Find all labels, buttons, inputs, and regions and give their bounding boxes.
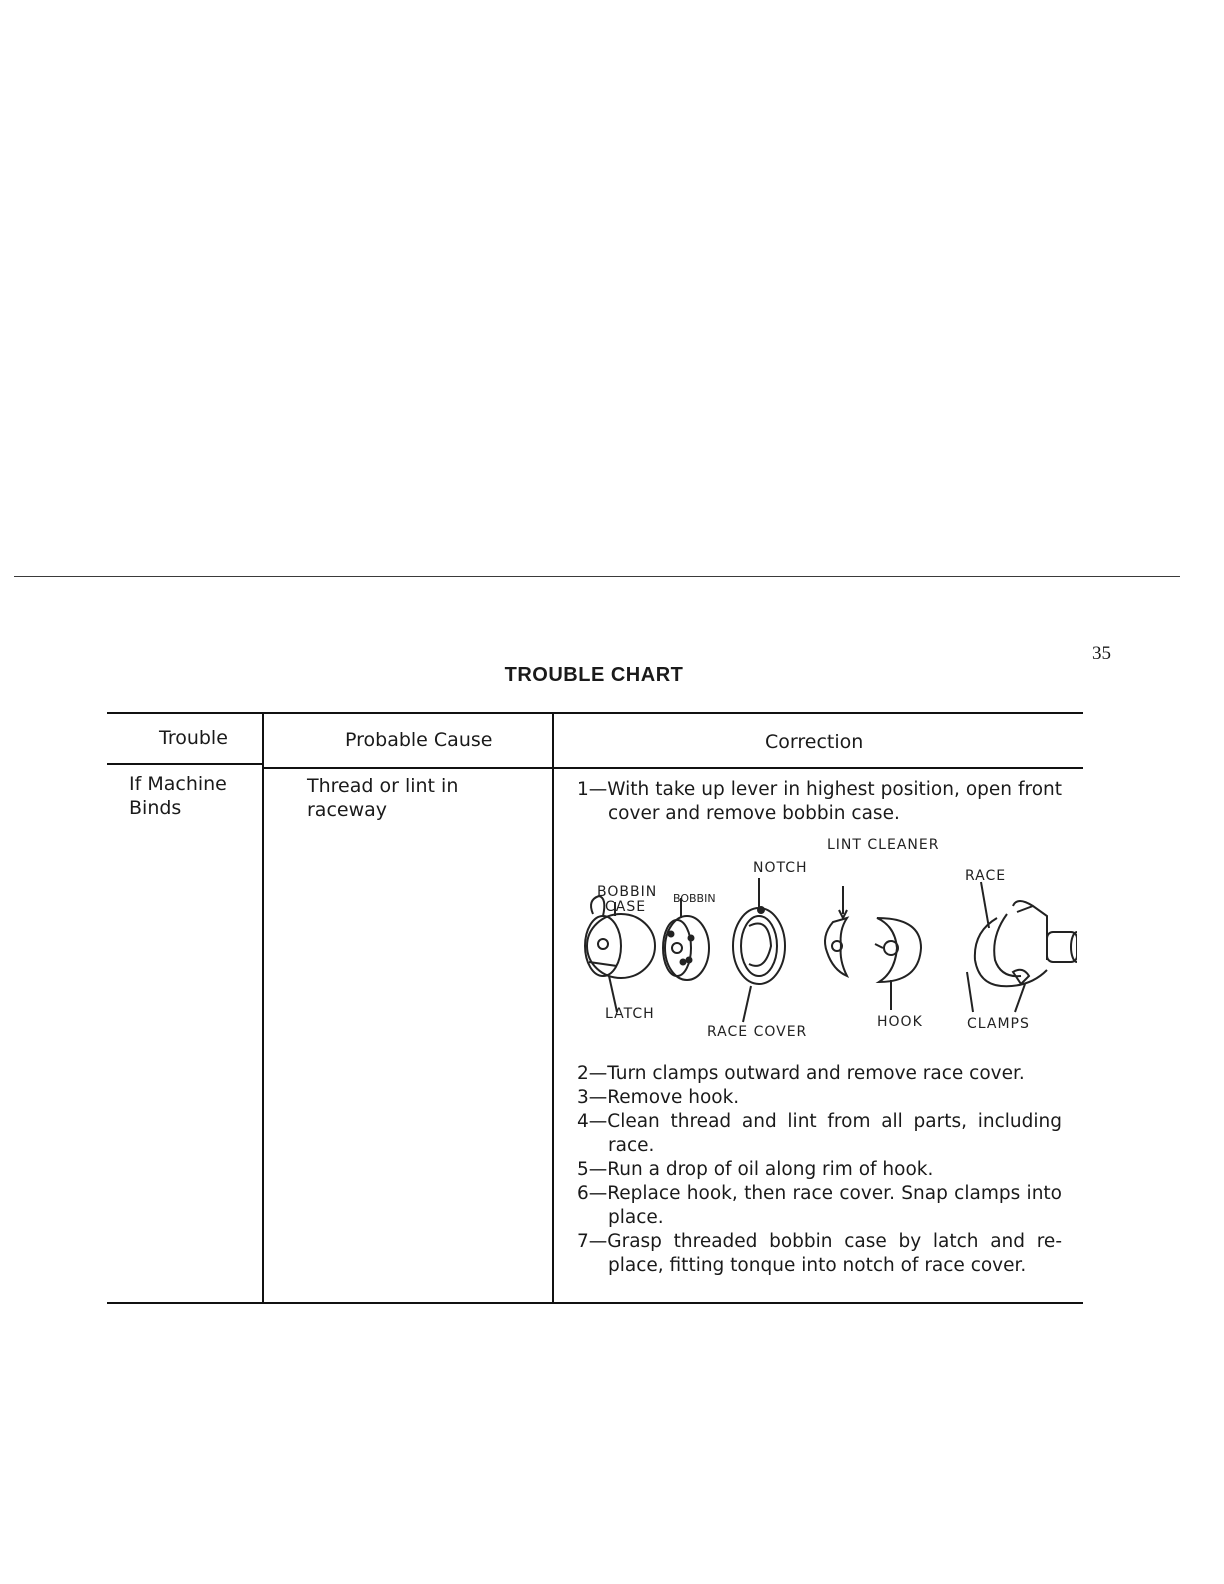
header-correction: Correction — [765, 731, 864, 753]
trouble-cell: If Machine Binds — [129, 773, 227, 819]
label-clamps: CLAMPS — [967, 1016, 1030, 1032]
correction-step: 3—Remove hook. — [577, 1087, 740, 1108]
correction-step: 5—Run a drop of oil along rim of hook. — [577, 1159, 934, 1180]
page-title: TROUBLE CHART — [504, 664, 684, 686]
race-drawing — [967, 882, 1077, 1012]
page-top-rule — [14, 576, 1180, 577]
correction-step: 7—Grasp threaded bobbin case by latch and re-place, fitting tonque into notch of race cover. — [577, 1231, 1062, 1276]
trouble-chart-table — [107, 712, 1083, 1304]
column-divider — [552, 714, 554, 1302]
header-rule — [107, 763, 262, 765]
bobbin-drawing — [663, 898, 709, 980]
label-hook: HOOK — [877, 1014, 923, 1030]
correction-step: 1—With take up lever in highest position, open front cover and remove bobbin case. — [577, 779, 1062, 824]
page-number: 35 — [1092, 643, 1111, 664]
label-lint-cleaner: LINT CLEANER — [827, 837, 940, 853]
hook-drawing — [875, 918, 921, 1010]
label-race-cover: RACE COVER — [707, 1024, 808, 1040]
header-trouble: Trouble — [159, 727, 228, 749]
correction-steps — [577, 778, 1062, 826]
label-bobbin-case-line1: BOBBIN — [597, 884, 658, 900]
header-rule — [262, 767, 1083, 769]
label-bobbin: BOBBIN — [673, 892, 716, 905]
lint-cleaner-drawing — [825, 886, 847, 976]
label-race: RACE — [965, 868, 1007, 884]
header-probable-cause: Probable Cause — [345, 729, 493, 751]
correction-steps-continued — [577, 1062, 1062, 1278]
race-cover-drawing — [733, 878, 785, 1022]
correction-step: 4—Clean thread and lint from all parts, including race. — [577, 1111, 1062, 1156]
correction-step: 2—Turn clamps outward and remove race cover. — [577, 1063, 1025, 1084]
cause-cell: Thread or lint in raceway — [307, 775, 459, 821]
label-bobbin-case-line2: CASE — [605, 899, 647, 915]
label-notch: NOTCH — [753, 860, 808, 876]
correction-step: 6—Replace hook, then race cover. Snap clamps into place. — [577, 1183, 1062, 1228]
bobbin-assembly-diagram — [577, 836, 1077, 1046]
column-divider — [262, 714, 264, 1302]
label-latch: LATCH — [605, 1006, 655, 1022]
